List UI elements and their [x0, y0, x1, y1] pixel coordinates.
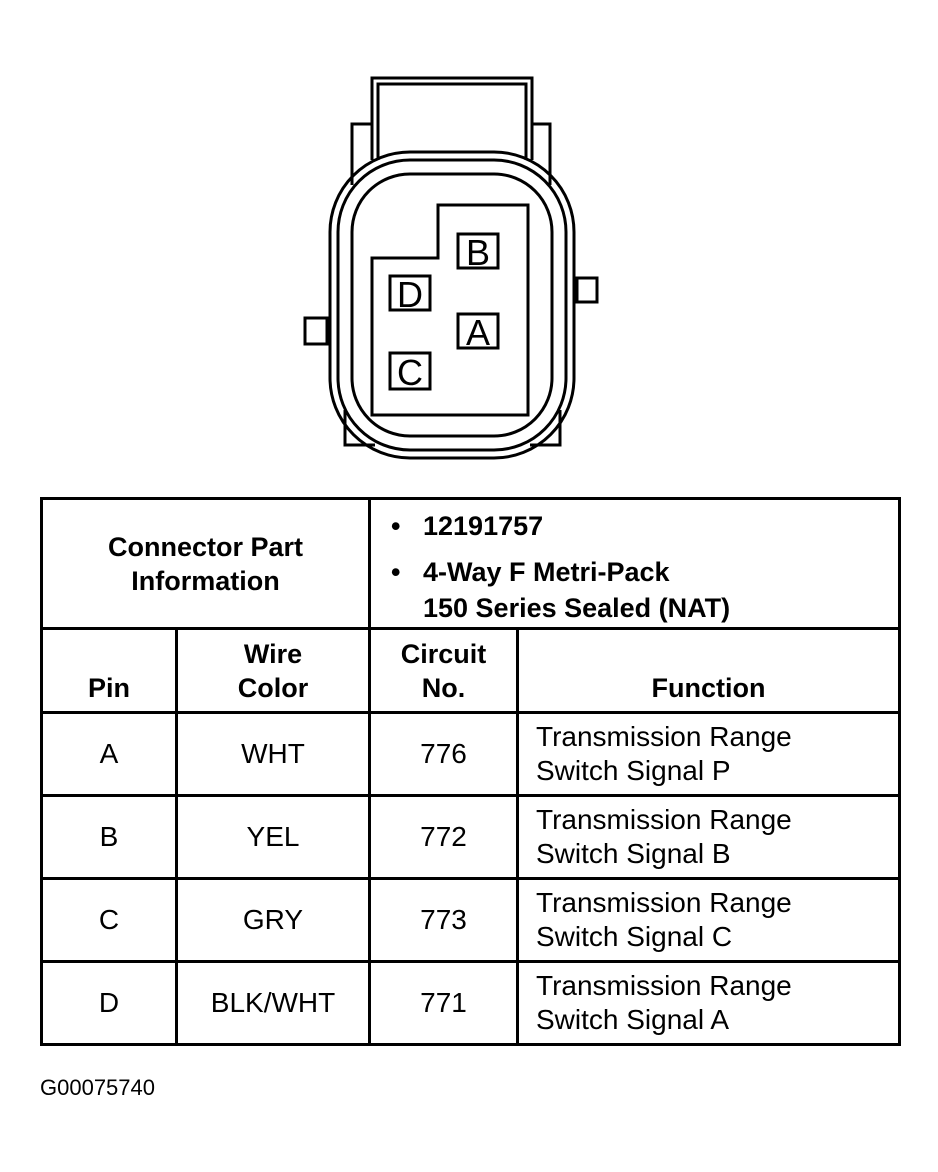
pin-cell: D	[42, 962, 177, 1045]
figure-id: G00075740	[40, 1075, 155, 1100]
part-description-line1: 4-Way F Metri-Pack	[423, 557, 670, 587]
wire-color-cell: BLK/WHT	[177, 962, 370, 1045]
part-info-label-line1: Connector Part	[107, 531, 304, 562]
header-wire-line2: Color	[237, 673, 309, 703]
table-row	[42, 796, 900, 879]
function-line2: Switch Signal P	[536, 755, 731, 786]
table-row	[42, 962, 900, 1045]
header-row	[42, 629, 900, 713]
function-cell	[518, 962, 900, 1045]
header-function-text: Function	[651, 673, 766, 703]
function-line2: Switch Signal C	[536, 921, 733, 952]
wire-color-cell: WHT	[177, 713, 370, 796]
header-wire-color	[177, 629, 370, 713]
part-info-label	[42, 499, 370, 629]
bullet-icon: •	[391, 511, 401, 541]
table-row	[42, 713, 900, 796]
wire-color-cell: YEL	[177, 796, 370, 879]
pin-d-label: D	[397, 274, 423, 315]
part-info-label-line2: Information	[131, 565, 280, 596]
pin-cell: A	[42, 713, 177, 796]
wire-color-cell: GRY	[177, 879, 370, 962]
pin-c-label: C	[397, 352, 423, 393]
bullet-icon: •	[391, 557, 401, 587]
part-info-row	[42, 499, 900, 629]
function-line1: Transmission Range	[536, 887, 792, 918]
part-number: 12191757	[423, 511, 544, 541]
header-function	[518, 629, 900, 713]
function-line1: Transmission Range	[536, 970, 792, 1001]
circuit-cell: 776	[370, 713, 518, 796]
part-description-line2: 150 Series Sealed (NAT)	[423, 593, 731, 623]
header-wire-line1: Wire	[243, 639, 303, 669]
header-pin-text: Pin	[87, 673, 130, 703]
circuit-cell: 771	[370, 962, 518, 1045]
header-circuit-line1: Circuit	[400, 639, 487, 669]
right-key-tab	[577, 278, 597, 302]
header-pin	[42, 629, 177, 713]
function-cell	[518, 879, 900, 962]
circuit-cell: 773	[370, 879, 518, 962]
header-circuit-line2: No.	[421, 673, 466, 703]
connector-diagram	[0, 0, 938, 480]
part-info-details	[370, 499, 900, 629]
table-row	[42, 879, 900, 962]
pin-cell: B	[42, 796, 177, 879]
function-line1: Transmission Range	[536, 721, 792, 752]
circuit-cell: 772	[370, 796, 518, 879]
header-circuit	[370, 629, 518, 713]
function-cell	[518, 796, 900, 879]
function-cell	[518, 713, 900, 796]
pin-a-label: A	[465, 312, 491, 353]
left-key-tab	[305, 318, 327, 344]
function-line1: Transmission Range	[536, 804, 792, 835]
function-line2: Switch Signal B	[536, 838, 731, 869]
connector-latch	[372, 78, 532, 160]
connector-table	[40, 497, 901, 1046]
function-line2: Switch Signal A	[536, 1004, 729, 1035]
connector-outer-shell	[330, 152, 574, 458]
pin-cell: C	[42, 879, 177, 962]
pin-b-label: B	[465, 232, 491, 273]
